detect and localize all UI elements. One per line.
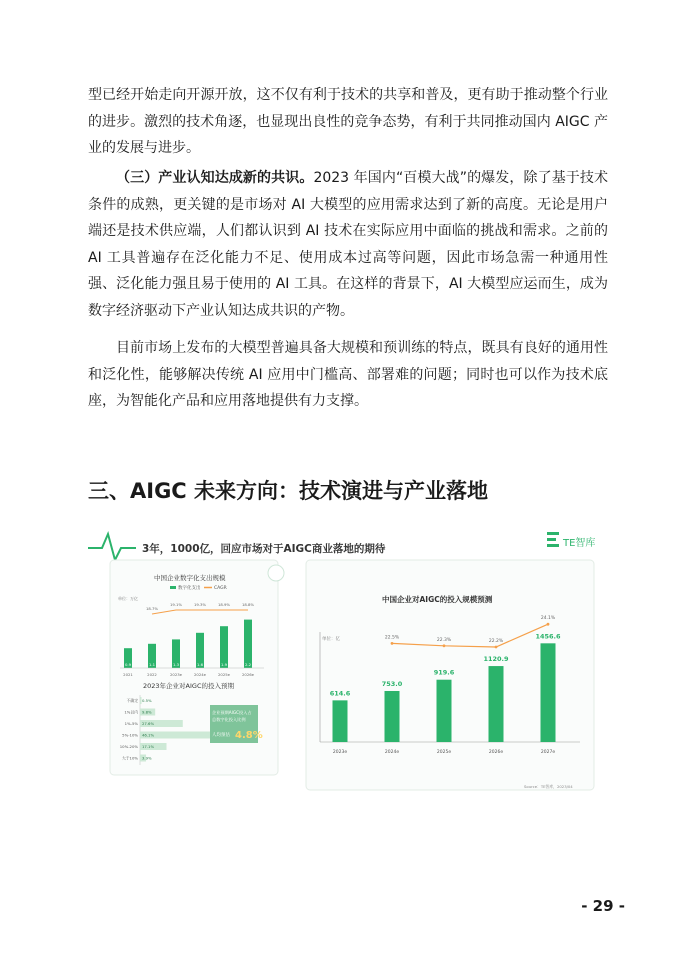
chart1-value-label: 1.3 bbox=[172, 662, 180, 667]
chart3-title: 中国企业对AIGC的投入规模预测 bbox=[382, 595, 493, 604]
chart3-value-label: 614.6 bbox=[329, 689, 351, 698]
chart1-x-tick: 2026e bbox=[242, 672, 254, 677]
chart1-x-tick: 2024e bbox=[194, 672, 206, 677]
chart3-ylabel: 单位：亿 bbox=[322, 637, 340, 642]
chart3-value-label: 753.0 bbox=[381, 679, 403, 688]
chart1-x-tick: 2022 bbox=[147, 672, 157, 677]
chart1-value-label: 1.6 bbox=[196, 662, 204, 667]
banner-title: 3年，1000亿，回应市场对于AIGC商业落地的期待 bbox=[142, 543, 386, 555]
chart3-growth-label: 24.1% bbox=[540, 616, 556, 622]
chart2-category-label: 1%以内 bbox=[124, 709, 138, 715]
paragraph-2 bbox=[88, 165, 608, 324]
chart1-growth-label: 19.3% bbox=[193, 602, 207, 607]
chart1-bar bbox=[244, 620, 252, 668]
callout-line-1: 总数字化投入比例 bbox=[212, 717, 246, 722]
chart3-bar bbox=[489, 666, 504, 742]
chart1-value-label: 1.9 bbox=[220, 662, 228, 667]
aigc-figure bbox=[88, 520, 604, 802]
chart3-bar bbox=[541, 643, 556, 742]
chart1-legend-1: CAGR bbox=[214, 586, 227, 591]
chart2-value-label: 27.6% bbox=[142, 721, 155, 726]
chart3-bar bbox=[437, 680, 452, 742]
callout-line-0: 企业预期AIGC投入占 bbox=[212, 710, 252, 715]
legend-swatch-bar bbox=[170, 586, 176, 589]
chart3-x-tick: 2027e bbox=[540, 750, 556, 755]
chart3-growth-label: 22.3% bbox=[436, 637, 452, 643]
chart1-value-label: 1.1 bbox=[148, 662, 156, 667]
chart2-value-label: 17.1% bbox=[142, 744, 155, 749]
chart1-x-tick: 2021 bbox=[123, 672, 133, 677]
chart1-growth-label: 19.1% bbox=[169, 602, 183, 607]
paragraph-2-body: 2023 年国内“百模大战”的爆发，除了基于技术条件的成熟，更关键的是市场对 AI 大模型的应用需求达到了新的高度。无论是用户端还是技术供应端，人们都认识到 AI 技术在实际应用中面临的挑战和需求。之前的 AI 工具普遍存在泛化能力不足、使用成本过高等问题，因此市场急需一种通用性强、泛化能力强且易于使用的 AI 工具。在这样的背景下，AI 大模型应运而生，成为数字经济驱动下产业认知达成共识的产物。 bbox=[88, 170, 608, 319]
chart3-bar bbox=[385, 691, 400, 742]
callout-prefix: 人均预估 bbox=[212, 733, 230, 738]
chart1-title: 中国企业数字化支出规模 bbox=[154, 574, 226, 582]
chart2-category-label: 1%-5% bbox=[124, 721, 138, 726]
chart2-value-label: 3.9% bbox=[142, 755, 152, 761]
chart3-growth-label: 22.5% bbox=[384, 635, 400, 641]
chart3-value-label: 1120.9 bbox=[483, 655, 509, 664]
chart1-ylabel: 单位：万亿 bbox=[118, 596, 138, 601]
chart2-category-label: 不确定 bbox=[126, 698, 138, 703]
pulse-line-icon bbox=[88, 534, 136, 560]
chart2-value-label: 46.1% bbox=[142, 732, 155, 738]
chart1-legend-0: 数字化支出 bbox=[178, 586, 201, 591]
chart3-x-tick: 2026e bbox=[488, 750, 504, 755]
chart1-x-tick: 2023e bbox=[170, 672, 182, 677]
chart3-growth-label: 22.2% bbox=[488, 639, 504, 644]
chart1-growth-label: 18.9% bbox=[217, 602, 231, 607]
chart3-x-tick: 2023e bbox=[332, 750, 348, 755]
chart2-value-label: 0.5% bbox=[142, 698, 152, 703]
chart2-category-label: 大于10% bbox=[121, 755, 138, 761]
chart2-category-label: 5%-10% bbox=[122, 732, 138, 738]
chart1-x-tick: 2025e bbox=[218, 672, 230, 677]
chart2-title: 2023年企业对AIGC的投入预期 bbox=[143, 682, 234, 690]
chart3-bar bbox=[333, 700, 348, 742]
chart1-growth-label: 18.8% bbox=[241, 602, 255, 607]
section-heading: 三、AIGC 未来方向：技术演进与产业落地 bbox=[88, 479, 489, 503]
chart3-value-label: 919.6 bbox=[433, 668, 455, 677]
callout-value: 4.8% bbox=[235, 730, 263, 741]
paragraph-2-lead: （三）产业认知达成新的共识。 bbox=[116, 170, 314, 186]
chart3-x-tick: 2025e bbox=[436, 750, 452, 755]
logo-text: TE智库 bbox=[563, 538, 596, 549]
paragraph-1: 型已经开始走向开源开放，这不仅有利于技术的共享和普及，更有助于推动整个行业的进步。激烈的技术角逐，也显现出良性的竞争态势，有利于共同推动国内 AIGC 产业的发展与进步。 bbox=[88, 87, 608, 156]
decorative-circle bbox=[268, 565, 284, 581]
page-number: - 29 - bbox=[581, 897, 625, 915]
source-note: Source：TE智库，2023/04 bbox=[524, 784, 573, 789]
chart1-value-label: 0.9 bbox=[124, 662, 132, 667]
chart2-category-label: 10%-20% bbox=[119, 744, 138, 749]
te-logo-icon bbox=[547, 532, 559, 547]
paragraph-3: 目前市场上发布的大模型普遍具备大规模和预训练的特点，既具有良好的通用性和泛化性，能够解决传统 AI 应用中门槛高、部署难的问题；同时也可以作为技术底座，为智能化产品和应用落地提供有力支撑。 bbox=[88, 340, 608, 409]
chart3-x-tick: 2024e bbox=[384, 750, 400, 755]
chart2-value-label: 9.8% bbox=[142, 709, 152, 715]
chart3-value-label: 1456.6 bbox=[535, 632, 561, 641]
chart1-growth-label: 18.7% bbox=[145, 606, 159, 611]
chart1-value-label: 2.2 bbox=[244, 662, 252, 667]
